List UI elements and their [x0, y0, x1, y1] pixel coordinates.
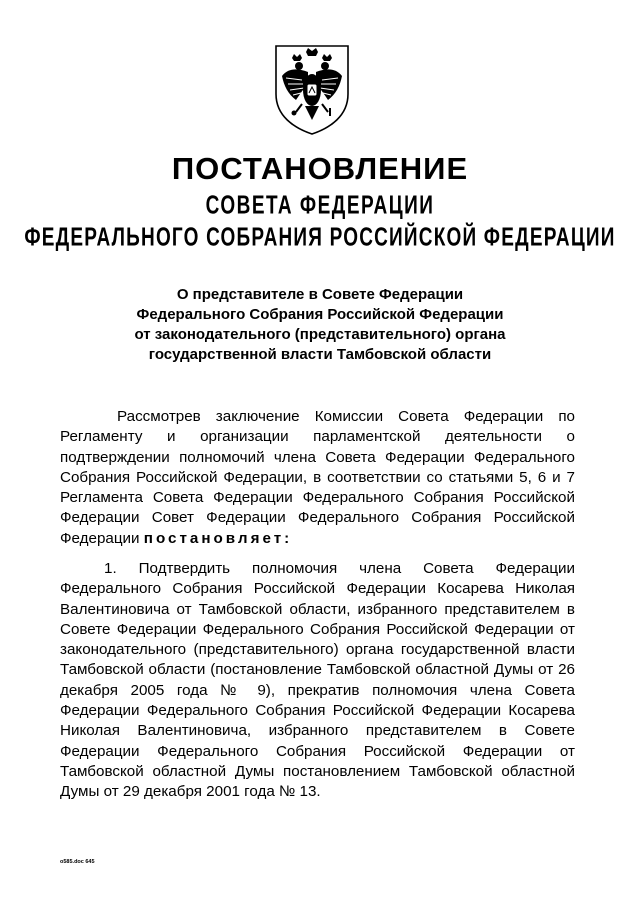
file-reference: о585.doc 645: [60, 859, 95, 865]
subject-line: Федерального Собрания Российской Федерации: [136, 306, 504, 323]
subject-line: О представителе в Совете Федерации: [176, 286, 464, 303]
preamble-paragraph: [60, 407, 575, 549]
preamble-text: Рассмотрев заключение Комиссии Совета Федерации по Регламенту и организации парламентской деятельности о подтверждении полномочий члена Совета Федерации Федерального Собрания Российской Федерации, в соответствии со статьями 5, 6 и 7 Регламента Совета Федерации Федерального Собрания Российской Федерации Совет Федерации Федерального Собрания Российской Федерации: [60, 408, 575, 547]
russian-coat-of-arms-icon: [272, 42, 352, 138]
document-title: ПОСТАНОВЛЕНИЕ: [171, 151, 469, 186]
subject-line: от законодательного (представительного) органа: [134, 326, 506, 343]
item-1-paragraph: 1. Подтвердить полномочия члена Совета Федерации Федерального Собрания Российской Федерации Косарева Николая Валентиновича от Тамбовской области, избранного представителем в Совете Федерации Федерального Собрания Российской Федерации от законодательного (представительного) органа государственной власти Тамбовской области (постановление Тамбовской областной Думы от 26 декабря 2005 года № 9), прекратив полномочия члена Совета Федерации Федерального Собрания Российской Федерации Косарева Николая Валентиновича, избранного представителем в Совете Федерации Федерального Собрания Российской Федерации от Тамбовской областной Думы постановлением Тамбовской областной Думы от 29 декабря 2001 года № 13.: [60, 560, 575, 801]
issuer-line-1: СОВЕТА ФЕДЕРАЦИИ: [205, 192, 435, 221]
document-subject: [60, 285, 580, 365]
subject-line: государственной власти Тамбовской области: [148, 346, 492, 363]
decree-word: постановляет:: [143, 529, 293, 547]
issuer-line-2: ФЕДЕРАЛЬНОГО СОБРАНИЯ РОССИЙСКОЙ ФЕДЕРАЦИИ: [24, 224, 616, 253]
